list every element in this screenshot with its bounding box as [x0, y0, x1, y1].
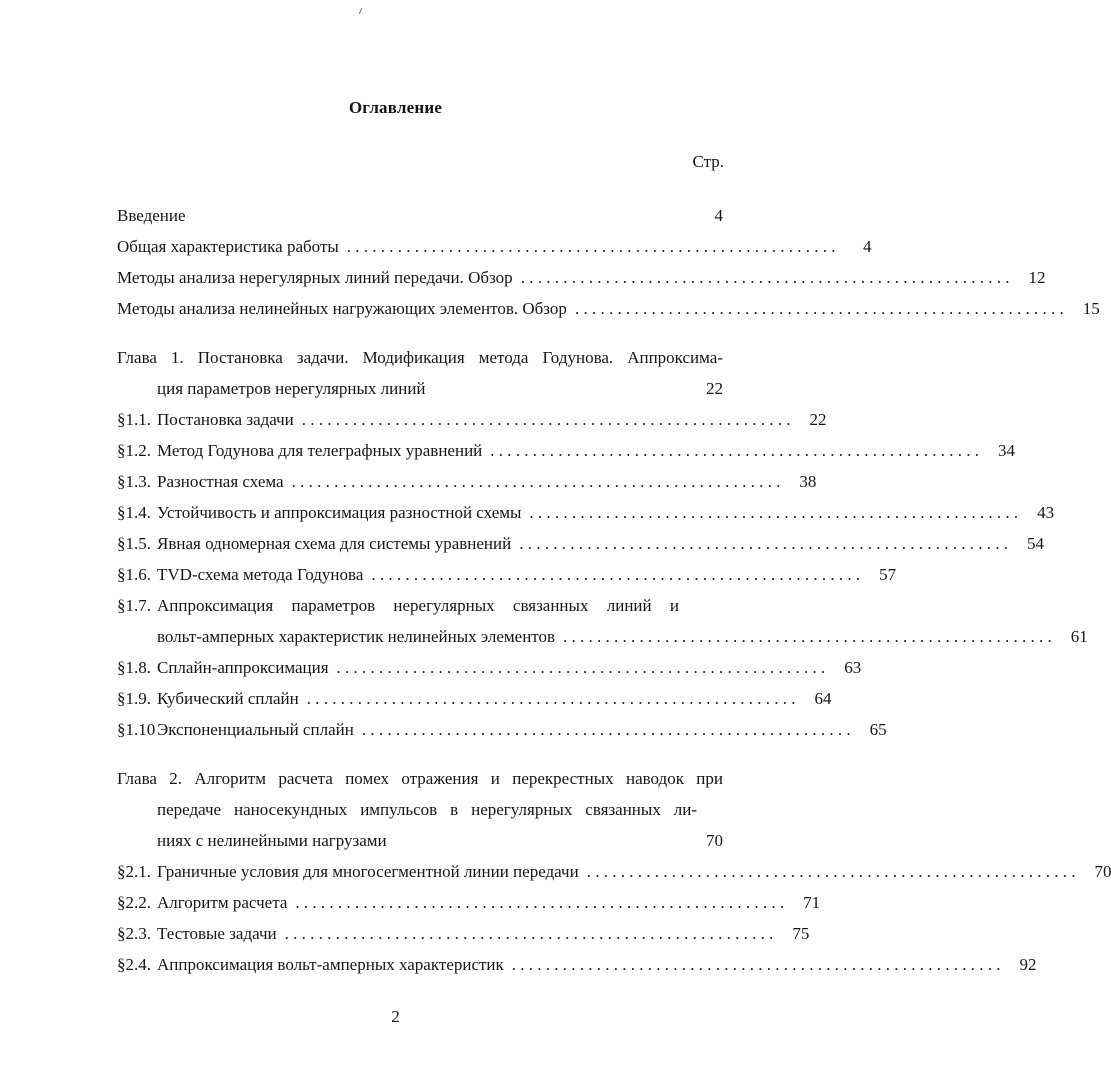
toc-entry-title: Методы анализа нерегулярных линий передачи. Обзор	[117, 268, 513, 287]
section-number: §1.4.	[117, 503, 151, 522]
toc-entry-title: Методы анализа нелинейных нагружающих элементов. Обзор	[117, 299, 567, 318]
toc-leader-dots: . . . . . . . . . . . . . . . . . . . . . . . . . . . . . . . . . . . . . . . . . . . . . . . . . . . . . . . . . .	[574, 299, 1064, 318]
toc-entry-page: 71	[803, 893, 821, 912]
section-number: §2.2.	[117, 893, 151, 912]
toc-entry-title-cont: вольт-амперных характеристик нелинейных элементов	[157, 627, 556, 646]
toc-entry-title: Кубический сплайн	[157, 689, 299, 708]
toc-section[interactable]	[117, 503, 1055, 527]
toc-entry-title: TVD-схема метода Годунова	[157, 565, 364, 584]
page-column-header: Стр.	[692, 152, 724, 171]
section-number: §1.6.	[117, 565, 151, 584]
toc-chapter-1-heading-cont[interactable]	[157, 379, 723, 403]
toc-entry-title: Устойчивость и аппроксимация разностной схемы	[157, 503, 522, 522]
section-number: §1.8.	[117, 658, 151, 677]
section-number: §1.9.	[117, 689, 151, 708]
chapter-1-title-line-1: Глава 1. Постановка задачи. Модификация метода Годунова. Аппроксима-	[117, 348, 723, 367]
chapter-2-title-line-2: передаче наносекундных импульсов в нерегулярных связанных ли-	[157, 800, 697, 819]
toc-entry-page: 63	[844, 658, 862, 677]
toc-entry-page: 54	[1026, 534, 1044, 553]
toc-section[interactable]	[117, 955, 1037, 979]
toc-leader-dots: . . . . . . . . . . . . . . . . . . . . . . . . . . . . . . . . . . . . . . . . . . . . . . . . . . . . . . . . . .	[306, 689, 796, 708]
section-number: §1.7.	[117, 596, 151, 615]
section-number: §1.10	[117, 720, 156, 739]
toc-entry-page: 34	[998, 441, 1016, 460]
toc-section[interactable]	[117, 720, 887, 744]
toc-entry-page: 61	[1070, 627, 1088, 646]
section-number: §2.4.	[117, 955, 151, 974]
toc-entry[interactable]	[117, 206, 723, 230]
toc-entry-title: Постановка задачи	[157, 410, 294, 429]
toc-entry-title: Метод Годунова для телеграфных уравнений	[157, 441, 483, 460]
section-number: §1.5.	[117, 534, 151, 553]
toc-entry-page: 70	[1094, 862, 1111, 881]
toc-entry-page: 4	[863, 237, 872, 256]
toc-leader-dots: . . . . . . . . . . . . . . . . . . . . . . . . . . . . . . . . . . . . . . . . . . . . . . . . . . . . . . . . . .	[519, 534, 1008, 553]
toc-entry-page: 38	[799, 472, 817, 491]
toc-section[interactable]	[117, 472, 817, 496]
toc-entry-page: 22	[706, 379, 723, 398]
toc-section[interactable]	[117, 534, 1044, 558]
chapter-2-title-line-3: ниях с нелинейными нагрузами	[157, 831, 387, 850]
toc-leader-dots: . . . . . . . . . . . . . . . . . . . . . . . . . . . . . . . . . . . . . . . . . . . . . . . . . . . . . . . . . .	[361, 720, 851, 739]
toc-leader-dots: . . . . . . . . . . . . . . . . . . . . . . . . . . . . . . . . . . . . . . . . . . . . . . . . . . . . . . . . . .	[529, 503, 1019, 522]
toc-leader-dots: . . . . . . . . . . . . . . . . . . . . . . . . . . . . . . . . . . . . . . . . . . . . . . . . . . . . . . . . . .	[336, 658, 826, 677]
section-number: §1.1.	[117, 410, 151, 429]
section-number: §1.3.	[117, 472, 151, 491]
toc-leader-dots: . . . . . . . . . . . . . . . . . . . . . . . . . . . . . . . . . . . . . . . . . . . . . . . . . . . . . . . . . .	[301, 410, 791, 429]
toc-section[interactable]	[117, 658, 862, 682]
toc-entry-page: 4	[714, 206, 723, 225]
toc-leader-dots: . . . . . . . . . . . . . . . . . . . . . . . . . . . . . . . . . . . . . . . . . . . . . . . . . . . . . . . . . .	[511, 955, 1001, 974]
toc-entry-page: 70	[706, 831, 723, 850]
toc-entry-title: Разностная схема	[157, 472, 284, 491]
toc-leader-dots: . . . . . . . . . . . . . . . . . . . . . . . . . . . . . . . . . . . . . . . . . . . . . . . . . . . . . . . . . .	[284, 924, 774, 943]
section-number: §2.1.	[117, 862, 151, 881]
toc-entry-page: 43	[1037, 503, 1055, 522]
toc-section[interactable]	[117, 924, 810, 948]
section-number: §2.3.	[117, 924, 151, 943]
toc-section[interactable]	[117, 596, 723, 620]
toc-entry-title: Граничные условия для многосегментной линии передачи	[157, 862, 579, 881]
toc-section[interactable]	[117, 441, 1016, 465]
toc-entry-page: 57	[879, 565, 897, 584]
toc-leader-dots: . . . . . . . . . . . . . . . . . . . . . . . . . . . . . . . . . . . . . . . . . . . . . . . . . . . . . . . . . .	[346, 237, 836, 256]
toc-entry-page: 15	[1082, 299, 1100, 318]
toc-entry[interactable]	[117, 268, 1046, 292]
toc-entry-title: Явная одномерная схема для системы уравнений	[157, 534, 512, 553]
toc-entry-page: 22	[809, 410, 827, 429]
toc-entry-title: Экспоненциальный сплайн	[157, 720, 354, 739]
toc-entry-title: Аппроксимация параметров нерегулярных связанных линий и	[157, 596, 679, 615]
toc-entry-title: Общая характеристика работы	[117, 237, 339, 256]
toc-leader-dots: . . . . . . . . . . . . . . . . . . . . . . . . . . . . . . . . . . . . . . . . . . . . . . . . . . . . . . . . . .	[371, 565, 861, 584]
scan-mark	[359, 8, 362, 14]
toc-entry[interactable]	[117, 237, 872, 261]
toc-chapter-2-heading-cont[interactable]	[157, 831, 723, 855]
toc-chapter-1-heading[interactable]	[117, 348, 723, 372]
chapter-1-title-line-2: ция параметров нерегулярных линий	[157, 379, 426, 398]
toc-entry-title: Аппроксимация вольт-амперных характеристик	[157, 955, 504, 974]
toc-entry-page: 75	[792, 924, 810, 943]
toc-entry-title: Тестовые задачи	[157, 924, 277, 943]
toc-chapter-2-heading-cont[interactable]	[157, 800, 723, 824]
section-number: §1.2.	[117, 441, 151, 460]
toc-entry-page: 64	[814, 689, 832, 708]
toc-section[interactable]	[117, 862, 1111, 886]
toc-leader-dots: . . . . . . . . . . . . . . . . . . . . . . . . . . . . . . . . . . . . . . . . . . . . . . . . . . . . . . . . . .	[295, 893, 785, 912]
toc-chapter-2-heading[interactable]	[117, 769, 723, 793]
toc-leader-dots: . . . . . . . . . . . . . . . . . . . . . . . . . . . . . . . . . . . . . . . . . . . . . . . . . . . . . . . . . .	[563, 627, 1052, 646]
toc-section[interactable]	[117, 565, 897, 589]
toc-section[interactable]	[117, 410, 827, 434]
toc-leader-dots: . . . . . . . . . . . . . . . . . . . . . . . . . . . . . . . . . . . . . . . . . . . . . . . . . . . . . . . . . .	[586, 862, 1076, 881]
toc-entry-title: Сплайн-аппроксимация	[157, 658, 329, 677]
toc-leader-dots: . . . . . . . . . . . . . . . . . . . . . . . . . . . . . . . . . . . . . . . . . . . . . . . . . . . . . . . . . .	[520, 268, 1010, 287]
toc-entry-title: Алгоритм расчета	[157, 893, 288, 912]
toc-entry-page: 12	[1028, 268, 1046, 287]
toc-section[interactable]	[117, 689, 832, 713]
toc-leader-dots: . . . . . . . . . . . . . . . . . . . . . . . . . . . . . . . . . . . . . . . . . . . . . . . . . . . . . . . . . .	[291, 472, 781, 491]
toc-leader-dots: . . . . . . . . . . . . . . . . . . . . . . . . . . . . . . . . . . . . . . . . . . . . . . . . . . . . . . . . . .	[490, 441, 980, 460]
page-title: Оглавление	[348, 98, 443, 117]
toc-entry-page: 92	[1019, 955, 1037, 974]
toc-section-cont[interactable]	[157, 627, 1088, 651]
toc-entry[interactable]	[117, 299, 1100, 323]
toc-entry-page: 65	[869, 720, 887, 739]
toc-entry-title: Введение	[117, 206, 186, 225]
page-number: 2	[391, 1007, 400, 1026]
toc-section[interactable]	[117, 893, 821, 917]
chapter-2-title-line-1: Глава 2. Алгоритм расчета помех отражения и перекрестных наводок при	[117, 769, 723, 788]
